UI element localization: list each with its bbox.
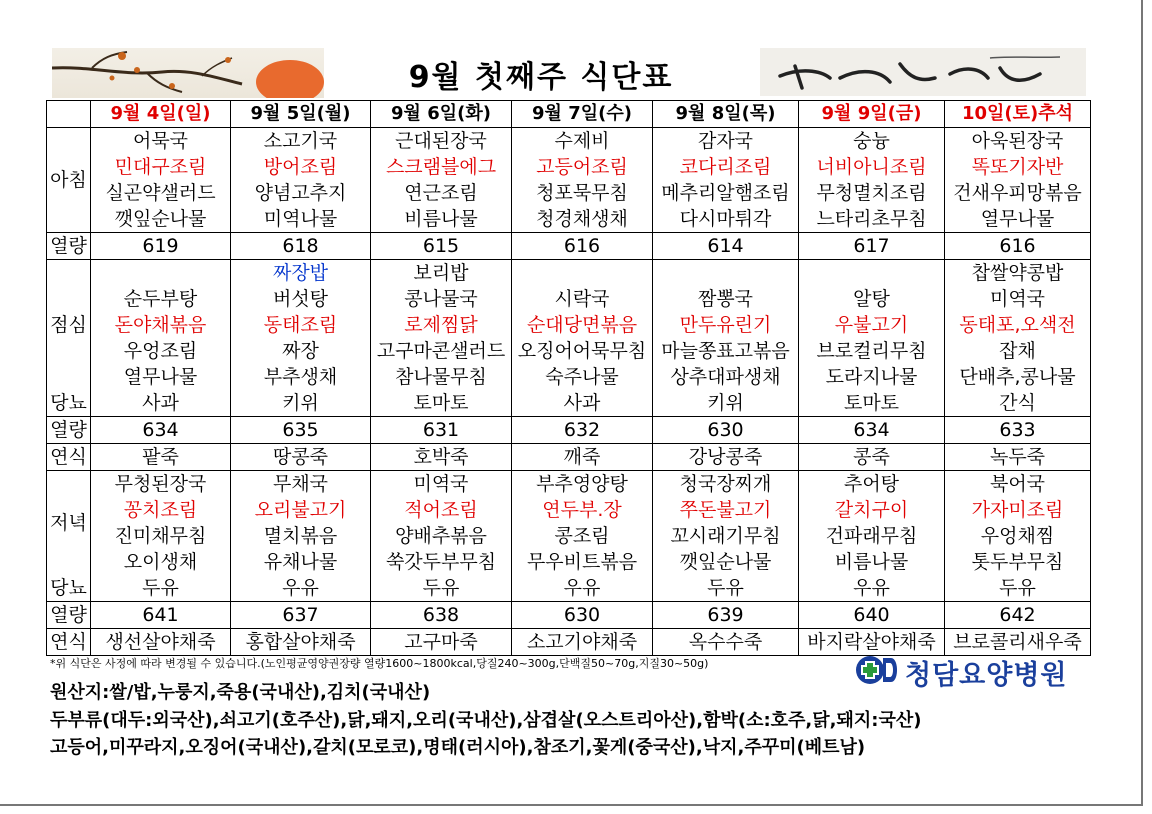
- lunch-cell: [653, 260, 799, 417]
- dinner-row: [47, 471, 1091, 602]
- menu-item-main: 순대당면볶음: [526, 314, 638, 336]
- dinner-label: 저녁: [50, 512, 87, 534]
- menu-item-main: 가자미조림: [971, 499, 1064, 521]
- menu-item-main: 스크램블에그: [385, 156, 497, 178]
- calorie-value: 618: [231, 233, 371, 260]
- menu-item: 토마토: [413, 392, 469, 414]
- menu-item: 아욱된장국: [971, 130, 1064, 152]
- menu-item: 두유: [707, 577, 744, 599]
- menu-item: 우엉조림: [123, 340, 198, 362]
- menu-item: 우엉채찜: [980, 525, 1055, 547]
- menu-item: 참나물무침: [395, 366, 487, 388]
- breakfast-cell: [653, 128, 799, 233]
- calorie-value: 638: [371, 602, 512, 629]
- calorie-value: 634: [799, 417, 945, 444]
- calorie-value: 631: [371, 417, 512, 444]
- breakfast-calorie-row: [47, 233, 1091, 260]
- menu-item: 토마토: [843, 392, 900, 414]
- menu-item: 도라지나물: [825, 366, 918, 388]
- lunch-label: 점심: [50, 314, 87, 336]
- hospital-logo: [855, 652, 1068, 692]
- page-title: 9월 첫째주 식단표: [408, 60, 674, 95]
- snack-value: 옥수수죽: [653, 629, 799, 656]
- menu-item: 단배추,콩나물: [959, 366, 1076, 388]
- dinner-cell: [231, 471, 371, 602]
- menu-item: 북어국: [989, 473, 1046, 495]
- dinner-cell: [91, 471, 231, 602]
- calorie-value: 635: [231, 417, 371, 444]
- menu-item: 깻잎순나물: [114, 208, 207, 230]
- menu-item: 감자국: [697, 130, 754, 152]
- calligraphy-logo: [760, 48, 1086, 96]
- menu-item: 고구마콘샐러드: [376, 340, 506, 362]
- dinner-cell: [512, 471, 653, 602]
- lunch-cell: [945, 260, 1091, 417]
- menu-item: 미역국: [413, 473, 469, 495]
- menu-item: 양념고추지: [254, 182, 347, 204]
- calorie-value: 641: [91, 602, 231, 629]
- day-header: 9월 8일(목): [653, 101, 799, 128]
- snack-value: 깨죽: [512, 444, 653, 471]
- lunch-cell: [91, 260, 231, 417]
- origin-line: 두부류(대두:외국산),쇠고기(호주산),닭,돼지,오리(국내산),삼겹살(오스트리아산),함박(소:호주,닭,돼지:국산): [50, 710, 922, 731]
- menu-item: 청포묵무침: [536, 182, 628, 204]
- menu-item: 열무나물: [123, 366, 198, 388]
- menu-item: 다시마튀각: [679, 208, 772, 230]
- snack-label: 연식: [47, 629, 91, 656]
- hospital-name: 청담요양병원: [905, 659, 1068, 691]
- menu-item: 사과: [563, 392, 601, 414]
- lunch-label-cell: [47, 260, 91, 417]
- menu-item-main: 너비아니조림: [816, 156, 927, 178]
- calorie-value: 616: [512, 233, 653, 260]
- menu-item: 부추생채: [263, 366, 338, 388]
- menu-item: [512, 260, 652, 286]
- menu-item: 두유: [142, 577, 179, 599]
- menu-item-main: 쭈돈불고기: [679, 499, 772, 521]
- dinner-cell: [653, 471, 799, 602]
- menu-item: 미역나물: [263, 208, 338, 230]
- calorie-value: 639: [653, 602, 799, 629]
- menu-item: 우유: [853, 577, 890, 599]
- menu-item: 무청된장국: [114, 473, 207, 495]
- menu-item: 두유: [422, 577, 460, 599]
- snack-value: 소고기야채죽: [512, 629, 653, 656]
- calorie-value: 615: [371, 233, 512, 260]
- menu-item: 메추리알햄조림: [661, 182, 790, 204]
- calorie-value: 642: [945, 602, 1091, 629]
- menu-item: 비름나물: [834, 551, 909, 573]
- calorie-value: 637: [231, 602, 371, 629]
- menu-item: 톳두부무침: [971, 551, 1064, 573]
- menu-item: 짬뽕국: [697, 288, 754, 310]
- menu-item: 유채나물: [263, 551, 338, 573]
- menu-item: 짜장: [282, 340, 319, 362]
- calorie-value: 619: [91, 233, 231, 260]
- menu-item: 멸치볶음: [263, 525, 338, 547]
- menu-item: 알탕: [853, 288, 890, 310]
- menu-item-main: 코다리조림: [679, 156, 772, 178]
- breakfast-row: [47, 128, 1091, 233]
- menu-item: 미역국: [989, 288, 1046, 310]
- dinner-cell: [371, 471, 512, 602]
- menu-item: 시락국: [554, 288, 610, 310]
- day-header: 9월 4일(일): [91, 101, 231, 128]
- menu-item-main: 만두유린기: [679, 314, 772, 336]
- menu-item: 마늘쫑표고볶음: [661, 340, 790, 362]
- menu-item-main: 방어조림: [263, 156, 338, 178]
- calorie-value: 630: [512, 602, 653, 629]
- menu-item: [799, 260, 944, 286]
- menu-item: [91, 260, 230, 286]
- menu-item: 비름나물: [404, 208, 478, 230]
- menu-item-main: 동태포,오색전: [959, 314, 1076, 336]
- origin-line: 원산지:쌀/밥,누룽지,죽용(국내산),김치(국내산): [50, 682, 431, 703]
- calorie-value: 630: [653, 417, 799, 444]
- header: [48, 48, 1088, 100]
- menu-item: 느타리초무침: [816, 208, 927, 230]
- menu-item: 순두부탕: [123, 288, 198, 310]
- menu-item-main: 민대구조림: [114, 156, 207, 178]
- day-header: 9월 5일(월): [231, 101, 371, 128]
- calorie-label: 열량: [47, 233, 91, 260]
- snack-value: 콩죽: [799, 444, 945, 471]
- snack-value: 녹두죽: [945, 444, 1091, 471]
- menu-item: 간식: [999, 392, 1036, 414]
- dinner-cell: [799, 471, 945, 602]
- menu-item: 근대된장국: [395, 130, 487, 152]
- lunch-cell: [371, 260, 512, 417]
- menu-item-main: 우불고기: [834, 314, 909, 336]
- menu-item: 청국장찌개: [679, 473, 772, 495]
- lunch-row: [47, 260, 1091, 417]
- lunch-snack-row: [47, 444, 1091, 471]
- snack-value: 바지락살야채죽: [799, 629, 945, 656]
- diabetic-label: 당뇨: [50, 577, 87, 599]
- menu-item: 콩나물국: [404, 288, 478, 310]
- menu-item: 우유: [282, 577, 319, 599]
- menu-item: 키위: [707, 392, 744, 414]
- breakfast-cell: [371, 128, 512, 233]
- menu-item-main: 고등어조림: [536, 156, 628, 178]
- menu-item: 잡채: [999, 340, 1036, 362]
- menu-item: 열무나물: [980, 208, 1055, 230]
- menu-item: 깻잎순나물: [679, 551, 772, 573]
- menu-item-main: 꽁치조림: [123, 499, 198, 521]
- corner-cell: [47, 101, 91, 128]
- calorie-label: 열량: [47, 417, 91, 444]
- menu-item-main: 갈치구이: [834, 499, 909, 521]
- menu-item: 두유: [999, 577, 1036, 599]
- menu-item: 오징어어묵무침: [517, 340, 647, 362]
- menu-item: 숭늉: [853, 130, 890, 152]
- menu-item: 쑥갓두부무침: [385, 551, 497, 573]
- menu-item: [653, 260, 798, 286]
- menu-item: 실곤약샐러드: [105, 182, 216, 204]
- snack-value: 고구마죽: [371, 629, 512, 656]
- nutrition-footnote: *위 식단은 사정에 따라 변경될 수 있습니다.(노인평균영양권장량 열량1600~1800kcal,당질240~300g,단백질50~70g,지질30~50g): [50, 657, 709, 670]
- lunch-cell: [512, 260, 653, 417]
- breakfast-cell: [231, 128, 371, 233]
- calorie-value: 632: [512, 417, 653, 444]
- menu-item-main: 적어조림: [404, 499, 478, 521]
- menu-item: 꼬시래기무침: [670, 525, 781, 547]
- menu-item: 숙주나물: [545, 366, 619, 388]
- dinner-label-cell: [47, 471, 91, 602]
- menu-item: 상추대파생채: [670, 366, 781, 388]
- menu-item: 양배추볶음: [395, 525, 487, 547]
- menu-item: 키위: [282, 392, 319, 414]
- breakfast-cell: [799, 128, 945, 233]
- menu-item: 사과: [142, 392, 179, 414]
- calorie-value: 634: [91, 417, 231, 444]
- snack-value: 호박죽: [371, 444, 512, 471]
- snack-value: 땅콩죽: [231, 444, 371, 471]
- menu-item: 진미채무침: [114, 525, 207, 547]
- menu-item: 무우비트볶음: [526, 551, 638, 573]
- day-header: 9월 9일(금): [799, 101, 945, 128]
- dinner-cell: [945, 471, 1091, 602]
- menu-item: 오이생채: [123, 551, 198, 573]
- day-header: 9월 6일(화): [371, 101, 512, 128]
- menu-item-rice: 짜장밥: [272, 262, 329, 284]
- menu-item: 소고기국: [263, 130, 338, 152]
- menu-table: [46, 100, 1091, 656]
- menu-item: 추어탕: [843, 473, 900, 495]
- menu-item: 콩조림: [554, 525, 610, 547]
- snack-value: 강낭콩죽: [653, 444, 799, 471]
- day-header-row: [47, 101, 1091, 128]
- day-header: 9월 7일(수): [512, 101, 653, 128]
- menu-item: 무채국: [272, 473, 329, 495]
- menu-item: 우유: [563, 577, 601, 599]
- lunch-calorie-row: [47, 417, 1091, 444]
- menu-item: 어묵국: [132, 130, 189, 152]
- dinner-calorie-row: [47, 602, 1091, 629]
- breakfast-cell: [945, 128, 1091, 233]
- menu-item-rice: 찹쌀약콩밥: [971, 262, 1064, 284]
- day-header: 10일(토)추석: [945, 101, 1091, 128]
- breakfast-label: 아침: [47, 128, 91, 233]
- snack-value: 홍합살야채죽: [231, 629, 371, 656]
- menu-item-main: 동태조림: [263, 314, 338, 336]
- origin-line: 고등어,미꾸라지,오징어(국내산),갈치(모로코),명태(러시아),참조기,꽃게(중국산),낙지,주꾸미(베트남): [50, 737, 866, 758]
- menu-item-main: 로제찜닭: [404, 314, 478, 336]
- diabetic-label: 당뇨: [50, 392, 87, 414]
- snack-value: 브로콜리새우죽: [945, 629, 1091, 656]
- calorie-value: 614: [653, 233, 799, 260]
- hospital-cross-logo-icon: [855, 652, 899, 692]
- lunch-cell: [231, 260, 371, 417]
- snack-value: 생선살야채죽: [91, 629, 231, 656]
- menu-item: 버섯탕: [272, 288, 329, 310]
- menu-item-main: 돈야채볶음: [114, 314, 207, 336]
- calorie-value: 633: [945, 417, 1091, 444]
- menu-item: 청경채생채: [536, 208, 628, 230]
- calorie-value: 640: [799, 602, 945, 629]
- lunch-cell: [799, 260, 945, 417]
- menu-item: 건파래무침: [825, 525, 918, 547]
- menu-item: 브로컬리무침: [816, 340, 927, 362]
- ink-branch-painting: [52, 48, 324, 98]
- calorie-value: 617: [799, 233, 945, 260]
- menu-item-main: 연두부.장: [542, 499, 622, 521]
- snack-label: 연식: [47, 444, 91, 471]
- menu-item: 부추영양탕: [536, 473, 628, 495]
- breakfast-cell: [91, 128, 231, 233]
- menu-item: 연근조림: [404, 182, 478, 204]
- breakfast-cell: [512, 128, 653, 233]
- calorie-value: 616: [945, 233, 1091, 260]
- calorie-label: 열량: [47, 602, 91, 629]
- menu-item: 건새우피망볶음: [953, 182, 1082, 204]
- snack-value: 팥죽: [91, 444, 231, 471]
- menu-item-main: 똑또기자반: [971, 156, 1064, 178]
- menu-item-rice: 보리밥: [413, 262, 469, 284]
- menu-item: 수제비: [554, 130, 610, 152]
- menu-item: 무청멸치조림: [816, 182, 927, 204]
- menu-item-main: 오리불고기: [254, 499, 347, 521]
